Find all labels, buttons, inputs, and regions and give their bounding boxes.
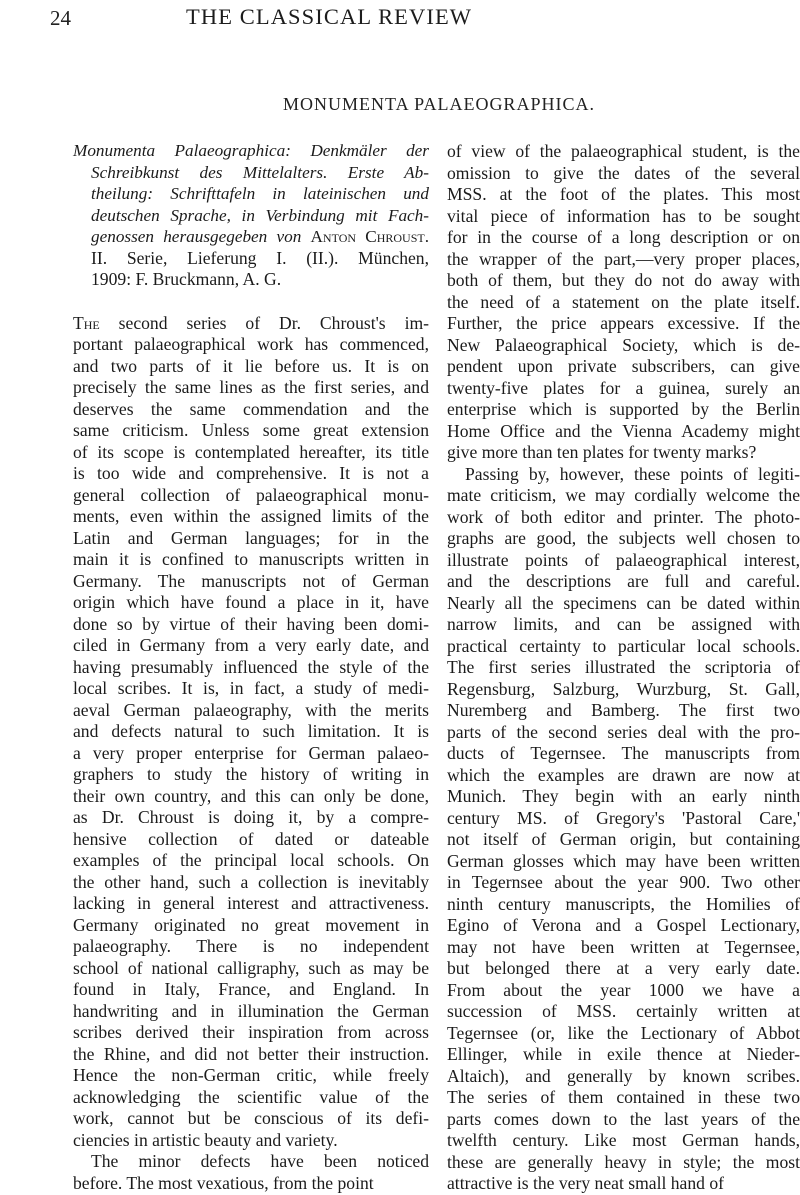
text-line: local scribes. It is, in fact, a study of medi- bbox=[73, 678, 429, 698]
text-line: The first series illustrated the scriptoria of bbox=[447, 657, 800, 677]
text-line: school of national calligraphy, such as may be bbox=[73, 957, 429, 978]
text-line: parts comes down to the last years of the bbox=[447, 1108, 800, 1129]
biblio-line: Schreibkunst des Mittelalters. Erste Ab- bbox=[91, 162, 429, 182]
series-line: II. Serie, Lieferung I. (II.). München, bbox=[91, 247, 429, 268]
text-line: Altaich), and generally by known scribes. bbox=[447, 1065, 800, 1086]
text-line: hensive collection of dated or dateable bbox=[73, 828, 429, 849]
text-line: work, cannot but be conscious of its defi- bbox=[73, 1108, 429, 1128]
text-line: before. The most vexatious, from the point bbox=[73, 1172, 374, 1193]
biblio-line-text: genossen herausgegeben von bbox=[91, 227, 302, 246]
text-line: practical certainty to particular local schools. bbox=[447, 635, 800, 656]
text-line: palaeography. There is no independent bbox=[73, 936, 429, 956]
text-line: having presumably influenced the style of the bbox=[73, 656, 429, 677]
text-line: Regensburg, Salzburg, Wurzburg, St. Gall, bbox=[447, 678, 800, 699]
text-line: aeval German palaeography, with the merits bbox=[73, 699, 429, 720]
text-line: narrow limits, and can be assigned with bbox=[447, 614, 800, 634]
publisher-line: 1909: F. Bruckmann, A. G. bbox=[91, 269, 282, 289]
text-line: is too wide and comprehensive. It is not a bbox=[73, 463, 429, 483]
biblio-line: theilung: Schrifttafeln in lateinischen und bbox=[91, 184, 429, 203]
text-line: Further, the price appears excessive. If the bbox=[447, 313, 800, 333]
text-line: The series of them contained in these two bbox=[447, 1087, 800, 1107]
text-line: lacking in general interest and attractiveness. bbox=[73, 893, 429, 913]
text-line: Tegernsee (or, like the Lectionary of Abbot bbox=[447, 1022, 800, 1043]
text-line: illustrate points of palaeographical interest, bbox=[447, 549, 800, 570]
editor-name: Anton Chroust. bbox=[310, 227, 430, 246]
text-line: of view of the palaeographical student, is the bbox=[447, 141, 800, 161]
text-line: Germany. The manuscripts not of German bbox=[73, 570, 429, 591]
text-line: their own country, and this can only be done, bbox=[73, 785, 429, 806]
text-line: ments, even within the assigned limits of the bbox=[73, 506, 429, 526]
text-line: Nuremberg and Bamberg. The first two bbox=[447, 700, 800, 720]
text-line: both of them, but they do not do away with bbox=[447, 270, 800, 290]
text-line: twenty-five plates for a guinea, surely an bbox=[447, 377, 800, 398]
text-line: New Palaeographical Society, which is de- bbox=[447, 334, 800, 355]
bibliographic-entry bbox=[73, 140, 429, 291]
text-line: handwriting and in illumination the German bbox=[73, 1000, 429, 1021]
text-line: graphers to study the history of writing in bbox=[73, 764, 429, 784]
text-line: the Rhine, and did not better their instruction. bbox=[73, 1043, 429, 1064]
text-line: From about the year 1000 we have a bbox=[447, 979, 800, 1000]
biblio-line bbox=[73, 226, 429, 248]
text-line: vital piece of information has to be sought bbox=[447, 205, 800, 226]
running-head bbox=[0, 2, 800, 32]
text-line: general collection of palaeographical monu- bbox=[73, 484, 429, 505]
text-line: Latin and German languages; for in the bbox=[73, 527, 429, 548]
text-line: twelfth century. Like most German hands, bbox=[447, 1130, 800, 1150]
text-line: main it is confined to manuscripts written in bbox=[73, 549, 429, 569]
text-line: pendent upon private subscribers, can give bbox=[447, 356, 800, 376]
text-line: precisely the same lines as the first series, and bbox=[73, 377, 429, 397]
text-line: attractive is the very neat small hand of bbox=[447, 1173, 724, 1193]
biblio-line: Monumenta Palaeographica: Denkmäler der bbox=[73, 141, 429, 160]
text-line: Passing by, however, these points of legiti- bbox=[465, 463, 800, 484]
text-line: ciled in Germany from a very early date, and bbox=[73, 635, 429, 655]
text-line: century MS. of Gregory's 'Pastoral Care,' bbox=[447, 807, 800, 828]
text-line: ducts of Tegernsee. The manuscripts from bbox=[447, 743, 800, 763]
journal-title: THE CLASSICAL REVIEW bbox=[186, 4, 473, 29]
text-line: same criticism. Unless some great extension bbox=[73, 420, 429, 440]
text-line: which the examples are drawn are now at bbox=[447, 764, 800, 785]
text-line: origin which have found a place in it, have bbox=[73, 592, 429, 612]
text-line: a very proper enterprise for German palaeo- bbox=[73, 742, 429, 763]
text-line: found in Italy, France, and England. In bbox=[73, 979, 429, 999]
text-line: but belonged there at a very early date. bbox=[447, 958, 800, 978]
text-line: the other hand, such a collection is inevitably bbox=[73, 871, 429, 892]
text-line: German glosses which may have been written bbox=[447, 850, 800, 871]
text-line: as Dr. Chroust is doing it, by a compre- bbox=[73, 807, 429, 827]
text-line: scribes derived their inspiration from across bbox=[73, 1022, 429, 1042]
text-line: The minor defects have been noticed bbox=[91, 1151, 429, 1171]
text-line: work of both editor and printer. The photo- bbox=[447, 506, 800, 527]
text-line: in Tegernsee about the year 900. Two other bbox=[447, 872, 800, 892]
text-line: enterprise which is supported by the Berlin bbox=[447, 399, 800, 419]
left-column bbox=[73, 140, 429, 1194]
text-line: may not have been written at Tegernsee, bbox=[447, 936, 800, 957]
text-line: omission to give the dates of the several bbox=[447, 162, 800, 183]
text-line: Egino of Verona and a Gospel Lectionary, bbox=[447, 915, 800, 935]
text-line: the wrapper of the part,—very proper places, bbox=[447, 248, 800, 269]
text-line: for in the course of a long description or on bbox=[447, 227, 800, 247]
text-line: MSS. at the foot of the plates. This most bbox=[447, 184, 800, 204]
text-line: Home Office and the Vienna Academy might bbox=[447, 420, 800, 441]
text-line: and the descriptions are full and careful. bbox=[447, 571, 800, 591]
text-line: Germany originated no great movement in bbox=[73, 914, 429, 935]
text-line: of its scope is contemplated hereafter, its title bbox=[73, 441, 429, 462]
text-line: mate criticism, we may cordially welcome the bbox=[447, 485, 800, 505]
biblio-line: deutschen Sprache, in Verbindung mit Fach- bbox=[91, 205, 429, 225]
body-text-left bbox=[73, 313, 429, 1195]
text-line: Hence the non-German critic, while freely bbox=[73, 1065, 429, 1085]
text-line: the need of a statement on the plate itself. bbox=[447, 291, 800, 312]
page-number: 24 bbox=[50, 6, 71, 30]
text-line: ninth century manuscripts, the Homilies of bbox=[447, 893, 800, 914]
text-line: done so by virtue of their having been domi- bbox=[73, 613, 429, 634]
text-line: succession of MSS. certainly written at bbox=[447, 1001, 800, 1021]
text-line: and two parts of it lie before us. It is on bbox=[73, 355, 429, 376]
text-line: deserves the same commendation and the bbox=[73, 398, 429, 419]
text-line: Nearly all the specimens can be dated within bbox=[447, 592, 800, 613]
right-column bbox=[447, 141, 800, 1195]
text-line: portant palaeographical work has commenced, bbox=[73, 334, 429, 354]
text-line: The second series of Dr. Chroust's im- bbox=[73, 312, 429, 333]
text-line: these are generally heavy in style; the most bbox=[447, 1151, 800, 1172]
text-line: acknowledging the scientific value of the bbox=[73, 1086, 429, 1107]
text-line: examples of the principal local schools. On bbox=[73, 850, 429, 870]
text-line: give more than ten plates for twenty marks? bbox=[447, 442, 757, 462]
text-line: ciencies in artistic beauty and variety. bbox=[73, 1129, 338, 1150]
text-line: graphs are good, the subjects well chosen to bbox=[447, 528, 800, 548]
text-line: Munich. They begin with an early ninth bbox=[447, 786, 800, 806]
text-line: and defects natural to such limitation. It is bbox=[73, 721, 429, 741]
article-title: MONUMENTA PALAEOGRAPHICA. bbox=[283, 94, 595, 114]
text-line: Ellinger, while in exile thence at Nieder- bbox=[447, 1044, 800, 1064]
text-line: parts of the second series deal with the pro- bbox=[447, 721, 800, 742]
text-line: not itself of German origin, but containing bbox=[447, 829, 800, 849]
